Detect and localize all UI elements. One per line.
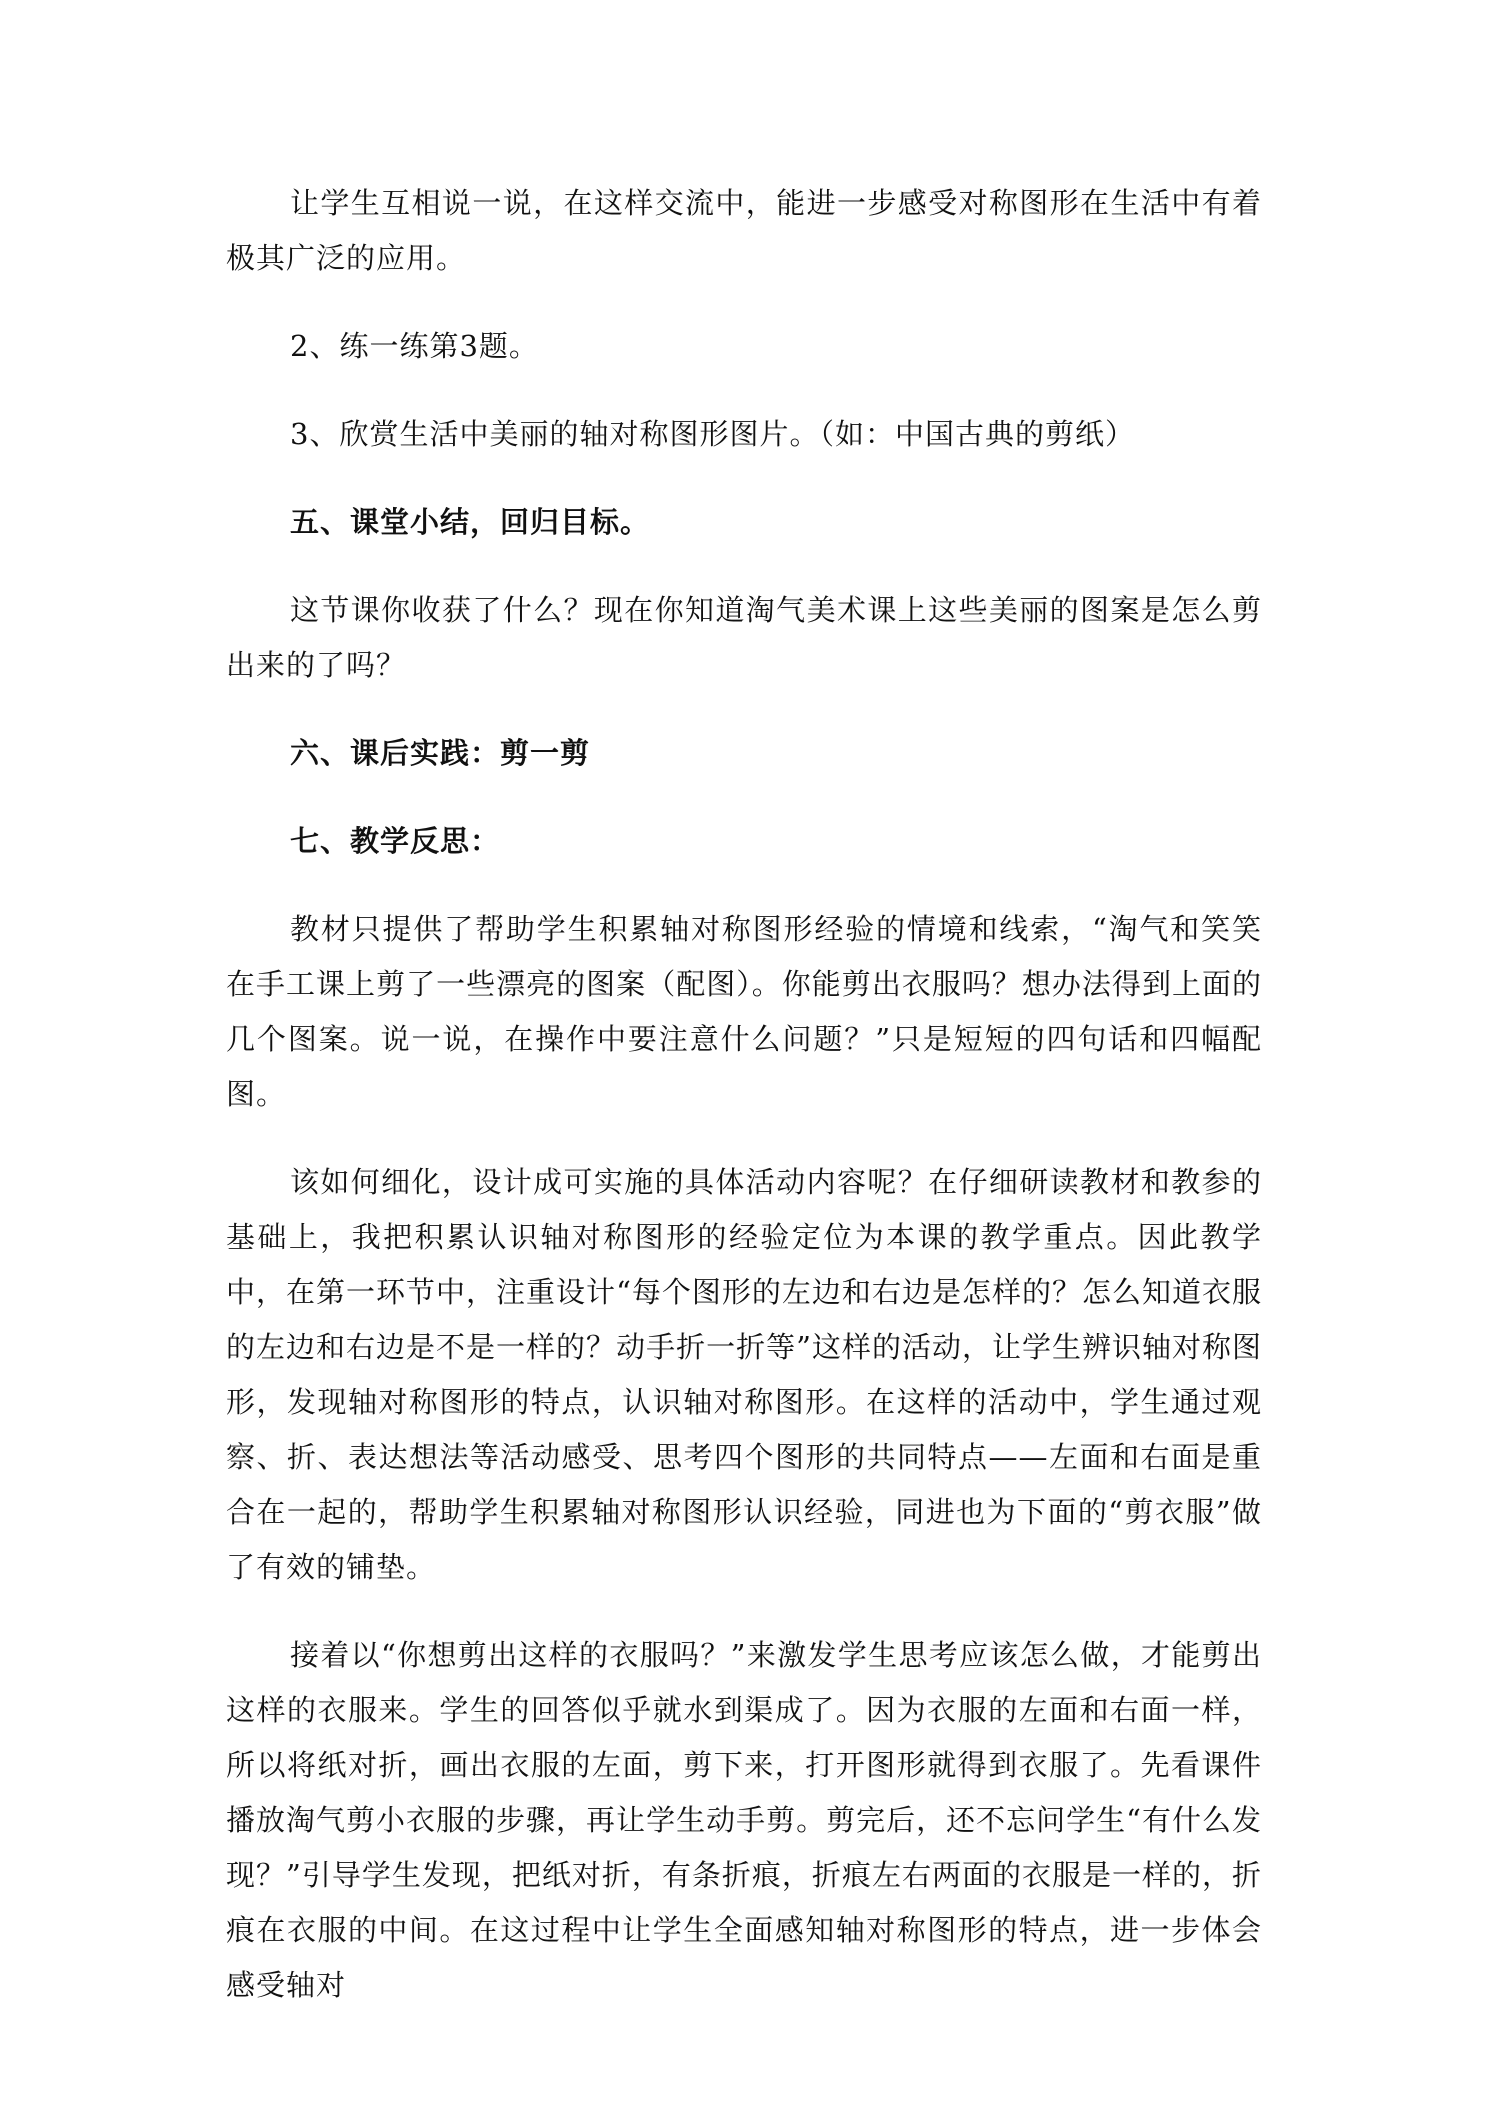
section-heading-summary: 五、课堂小结，回归目标。	[290, 505, 651, 539]
paragraph-exchange: 让学生互相说一说，在这样交流中，能进一步感受对称图形在生活中有着极其广泛的应用。	[226, 186, 1262, 275]
list-item-exercise: 2、练一练第3题。	[290, 329, 539, 363]
document-body	[226, 176, 1262, 2046]
paragraph-reflection-2: 该如何细化，设计成可实施的具体活动内容呢？在仔细研读教材和教参的基础上，我把积累认识轴对称图形的经验定位为本课的教学重点。因此教学中，在第一环节中，注重设计“每个图形的左边和右边是怎样的？怎么知道衣服的左边和右边是不是一样的？动手折一折等”这样的活动，让学生辨识轴对称图形，发现轴对称图形的特点，认识轴对称图形。在这样的活动中，学生通过观察、折、表达想法等活动感受、思考四个图形的共同特点——左面和右面是重合在一起的，帮助学生积累轴对称图形认识经验，同进也为下面的“剪衣服”做了有效的铺垫。	[226, 1165, 1262, 1584]
paragraph-summary: 这节课你收获了什么？现在你知道淘气美术课上这些美丽的图案是怎么剪出来的了吗？	[226, 593, 1262, 682]
section-heading-reflection: 七、教学反思：	[290, 824, 501, 858]
paragraph-reflection-3: 接着以“你想剪出这样的衣服吗？”来激发学生思考应该怎么做，才能剪出这样的衣服来。学生的回答似乎就水到渠成了。因为衣服的左面和右面一样，所以将纸对折，画出衣服的左面，剪下来，打开图形就得到衣服了。先看课件播放淘气剪小衣服的步骤，再让学生动手剪。剪完后，还不忘问学生“有什么发现？”引导学生发现，把纸对折，有条折痕，折痕左右两面的衣服是一样的，折痕在衣服的中间。在这过程中让学生全面感知轴对称图形的特点，进一步体会感受轴对	[226, 1638, 1262, 2002]
list-item-appreciate: 3、欣赏生活中美丽的轴对称图形图片。（如：中国古典的剪纸）	[290, 417, 1135, 451]
paragraph-reflection-1: 教材只提供了帮助学生积累轴对称图形经验的情境和线索，“淘气和笑笑在手工课上剪了一些漂亮的图案（配图）。你能剪出衣服吗？想办法得到上面的几个图案。说一说，在操作中要注意什么问题？”只是短短的四句话和四幅配图。	[226, 912, 1262, 1111]
section-heading-practice: 六、课后实践：剪一剪	[290, 736, 591, 770]
